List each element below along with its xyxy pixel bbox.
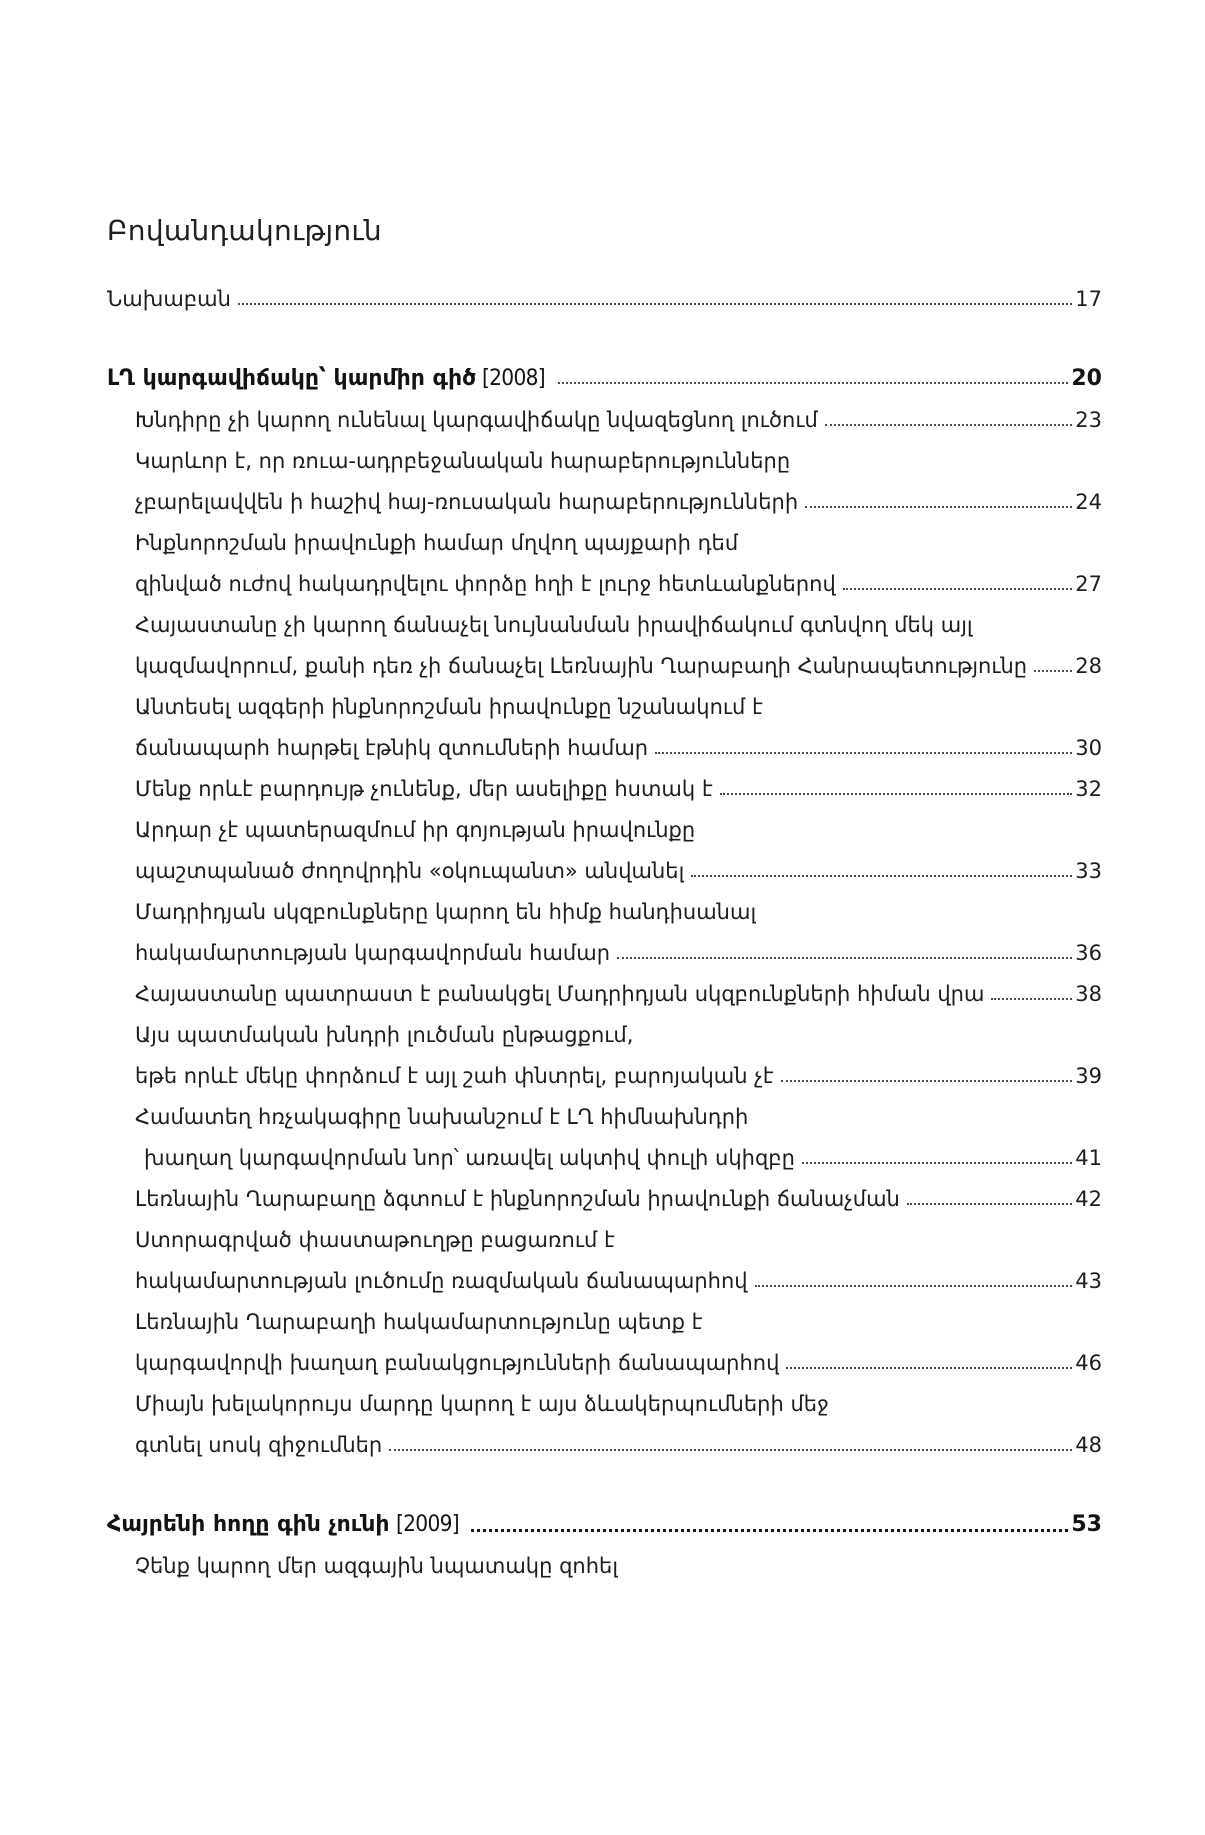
section-heading-label: Հայրենի հողը գին չունի [107, 1511, 390, 1537]
toc-entry-row [107, 556, 1102, 597]
page-number: 53 [1071, 1511, 1102, 1537]
toc-entry-label: Այս պատմական խնդրի լուծման ընթացքում, [135, 1022, 634, 1047]
dot-leader [786, 1367, 1072, 1369]
dot-leader [471, 1529, 1068, 1532]
toc-entry-label: Հայաստանը չի կարող ճանաչել նույնանման իրավիճակում գտնվող մեկ այլ [135, 612, 973, 637]
toc-content [107, 214, 1102, 1579]
toc-entry-row [107, 474, 1102, 515]
page-number: 48 [1075, 1432, 1102, 1457]
toc-entry-label: Մադրիդյան սկզբունքները կարող են հիմք հանդիսանալ [135, 899, 757, 924]
section-heading-year: [2008] [482, 365, 546, 391]
toc-entry-row [107, 884, 1102, 925]
page-number: 46 [1075, 1350, 1102, 1375]
toc-entry-label: չբարելավվեն ի հաշիվ հայ-ռուսական հարաբերությունների [135, 489, 799, 514]
toc-section-heading [107, 348, 1102, 392]
dot-leader [617, 957, 1072, 959]
toc-entry-row [107, 1335, 1102, 1376]
toc-entry-label: Միայն խելակորույս մարդը կարող է այս ձևակերպումների մեջ [135, 1391, 829, 1416]
dot-leader [802, 1162, 1072, 1164]
toc-entry-row [107, 1253, 1102, 1294]
toc-entry-row [107, 638, 1102, 679]
toc-entry-label: ճանապարհ հարթել էթնիկ զտումների համար [135, 735, 649, 760]
toc-entry-label: հակամարտության լուծումը ռազմական ճանապարհով [135, 1268, 748, 1293]
toc-entry-row [107, 1538, 1102, 1579]
toc-entry-label: Ինքնորոշման իրավունքի համար մղվող պայքարի դեմ [135, 530, 739, 555]
page-number: 38 [1075, 981, 1102, 1006]
page-number: 27 [1075, 571, 1102, 596]
toc-entry-label: Արդար չէ պատերազմում իր գոյության իրավունքը [135, 817, 696, 842]
section-heading-year: [2009] [395, 1511, 459, 1537]
toc-section [107, 348, 1102, 1458]
toc-entry-label: եթե որևէ մեկը փորձում է այլ շահ փնտրել, բարոյական չէ [135, 1063, 774, 1088]
toc-entry-row [107, 1376, 1102, 1417]
toc-entry-row [107, 515, 1102, 556]
toc-entries [107, 392, 1102, 1458]
toc-entry-row [107, 597, 1102, 638]
toc-entry-row [107, 1089, 1102, 1130]
toc-entry-row [107, 843, 1102, 884]
toc-entry-row [107, 720, 1102, 761]
dot-leader [655, 752, 1072, 754]
page-number: 20 [1071, 365, 1102, 391]
toc-section-heading [107, 1494, 1102, 1538]
page-number: 28 [1075, 653, 1102, 678]
toc-entry-row [107, 433, 1102, 474]
dot-leader [781, 1080, 1073, 1082]
dot-leader [691, 875, 1072, 877]
page-number: 24 [1075, 489, 1102, 514]
toc-entry-row [107, 1212, 1102, 1253]
toc-entry-label: կարգավորվի խաղաղ բանակցությունների ճանապարհով [135, 1350, 780, 1375]
toc-section [107, 1494, 1102, 1579]
toc-entry-label: Մենք որևէ բարդույթ չունենք, մեր ասելիքը հստակ է [135, 776, 713, 801]
page-number: 33 [1075, 858, 1102, 883]
toc-entry-row [107, 392, 1102, 433]
page-number: 42 [1075, 1186, 1102, 1211]
toc-entry-preface [107, 271, 1102, 312]
page-number: 39 [1075, 1063, 1102, 1088]
dot-leader [991, 998, 1072, 1000]
page-number: 41 [1075, 1145, 1102, 1170]
page-number: 17 [1075, 286, 1102, 311]
toc-entry-label: Նախաբան [107, 286, 231, 311]
toc-entry-label: Ստորագրված փաստաթուղթը բացառում է [135, 1227, 615, 1252]
toc-entry-row [107, 966, 1102, 1007]
toc-entry-label: պաշտպանած ժողովրդին «օկուպանտ» անվանել [135, 858, 685, 883]
toc-entry-row [107, 1294, 1102, 1335]
toc-entry-label: Լեռնային Ղարաբաղը ձգտում է ինքնորոշման իրավունքի ճանաչման [135, 1186, 900, 1211]
page-title: Բովանդակություն [107, 214, 382, 247]
dot-leader [720, 793, 1073, 795]
dot-leader [843, 588, 1072, 590]
toc-entry-label: Չենք կարող մեր ազգային նպատակը զոհել [135, 1553, 619, 1578]
toc-entry-row [107, 761, 1102, 802]
page-number: 36 [1075, 940, 1102, 965]
page-number: 30 [1075, 735, 1102, 760]
toc-entry-row [107, 1417, 1102, 1458]
toc-sections [107, 348, 1102, 1579]
page-number: 43 [1075, 1268, 1102, 1293]
toc-entry-label: Անտեսել ազգերի ինքնորոշման իրավունքը նշանակում է [135, 694, 763, 719]
toc-entry-label: զինված ուժով հակադրվելու փորձը հղի է լուրջ հետևանքներով [135, 571, 836, 596]
toc-entry-row [107, 1048, 1102, 1089]
toc-entry-label: Լեռնային Ղարաբաղի հակամարտությունը պետք է [135, 1309, 703, 1334]
dot-leader [558, 382, 1069, 384]
dot-leader [805, 506, 1072, 508]
toc-entry-label: Հայաստանը պատրաստ է բանակցել Մադրիդյան սկզբունքների հիման վրա [135, 981, 985, 1006]
toc-entry-row [107, 1171, 1102, 1212]
toc-entry-row [107, 1130, 1102, 1171]
section-heading-label: ԼՂ կարգավիճակը՝ կարմիր գիծ [107, 365, 477, 391]
toc-entry-label: կազմավորում, քանի դեռ չի ճանաչել Լեռնային Ղարաբաղի Հանրապետությունը [135, 653, 1028, 678]
toc-entry-label: Կարևոր է, որ ռուա-ադրբեջանական հարաբերությունները [135, 448, 791, 473]
toc-entry-row [107, 1007, 1102, 1048]
dot-leader [1034, 670, 1072, 672]
toc-entry-label: խաղաղ կարգավորման նոր՝ առավել ակտիվ փուլի սկիզբը [144, 1145, 795, 1170]
dot-leader [238, 303, 1072, 305]
toc-entry-label: գտնել սոսկ զիջումներ [135, 1432, 383, 1457]
toc-entry-row [107, 925, 1102, 966]
toc-entry-label: հակամարտության կարգավորման համար [135, 940, 611, 965]
dot-leader [755, 1285, 1073, 1287]
toc-entries [107, 1538, 1102, 1579]
dot-leader [389, 1449, 1072, 1451]
dot-leader [907, 1203, 1072, 1205]
toc-entry-row [107, 802, 1102, 843]
page-number: 23 [1075, 407, 1102, 432]
toc-entry-label: Խնդիրը չի կարող ունենալ կարգավիճակը նվազեցնող լուծում [135, 407, 818, 432]
toc-entry-label: Համատեղ հռչակագիրը նախանշում է ԼՂ հիմնախնդրի [135, 1104, 749, 1129]
page-number: 32 [1075, 776, 1102, 801]
toc-entry-row [107, 679, 1102, 720]
dot-leader [825, 424, 1073, 426]
